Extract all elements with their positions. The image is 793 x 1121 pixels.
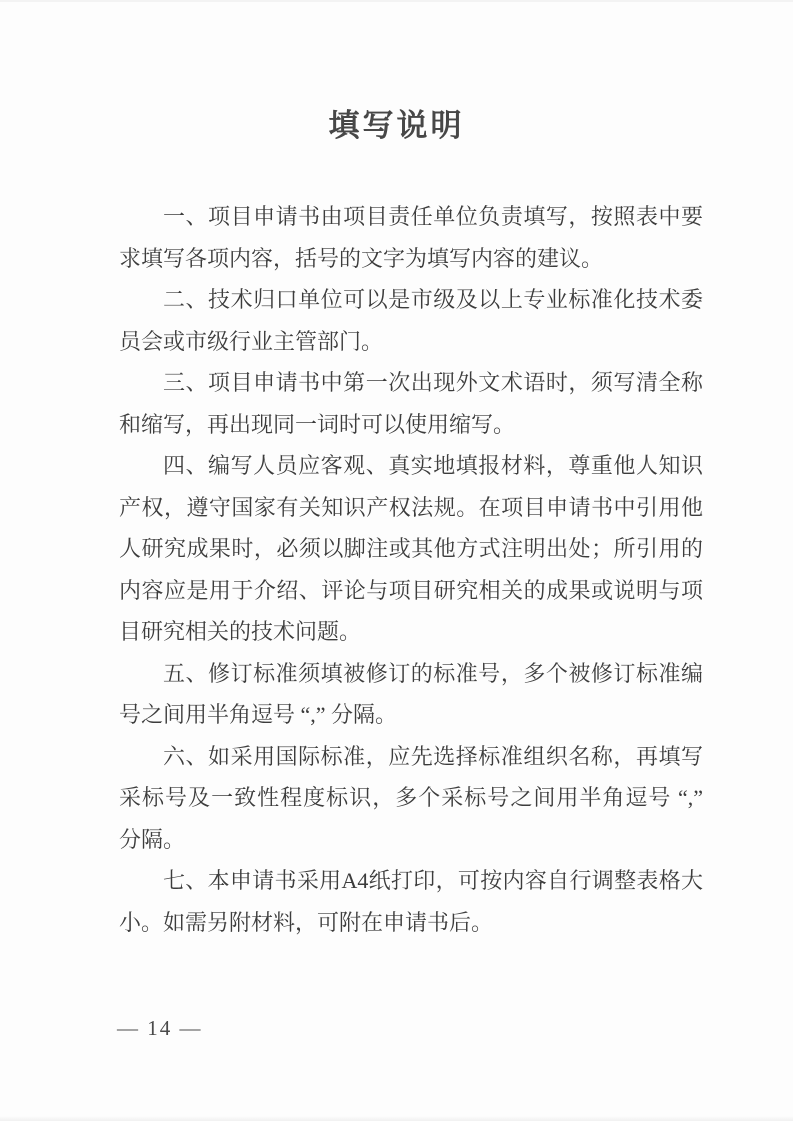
- instruction-paragraph-1: 一、项目申请书由项目责任单位负责填写，按照表中要求填写各项内容，括号的文字为填写内容的建议。: [119, 204, 703, 271]
- instruction-paragraph-4: 四、编写人员应客观、真实地填报材料，尊重他人知识产权，遵守国家有关知识产权法规。在项目申请书中引用他人研究成果时，必须以脚注或其他方式注明出处；所引用的内容应是用于介绍、评论与项目研究相关的成果或说明与项目研究相关的技术问题。: [119, 453, 703, 644]
- instructions-body: [119, 196, 703, 943]
- page-title: 填写说明: [328, 108, 465, 143]
- instruction-paragraph-5: 五、修订标准须填被修订的标准号，多个被修订标准编号之间用半角逗号 “,” 分隔。: [119, 660, 703, 727]
- instruction-paragraph-7: 七、本申请书采用A4纸打印，可按内容自行调整表格大小。如需另附材料，可附在申请书后。: [119, 868, 703, 935]
- instruction-paragraph-3: 三、项目申请书中第一次出现外文术语时，须写清全称和缩写，再出现同一词时可以使用缩写。: [119, 370, 703, 437]
- instruction-paragraph-2: 二、技术归口单位可以是市级及以上专业标准化技术委员会或市级行业主管部门。: [119, 287, 703, 354]
- page-number: — 14 —: [117, 1016, 203, 1040]
- instruction-paragraph-6: 六、如采用国际标准，应先选择标准组织名称，再填写采标号及一致性程度标识，多个采标号之间用半角逗号 “,” 分隔。: [119, 743, 703, 852]
